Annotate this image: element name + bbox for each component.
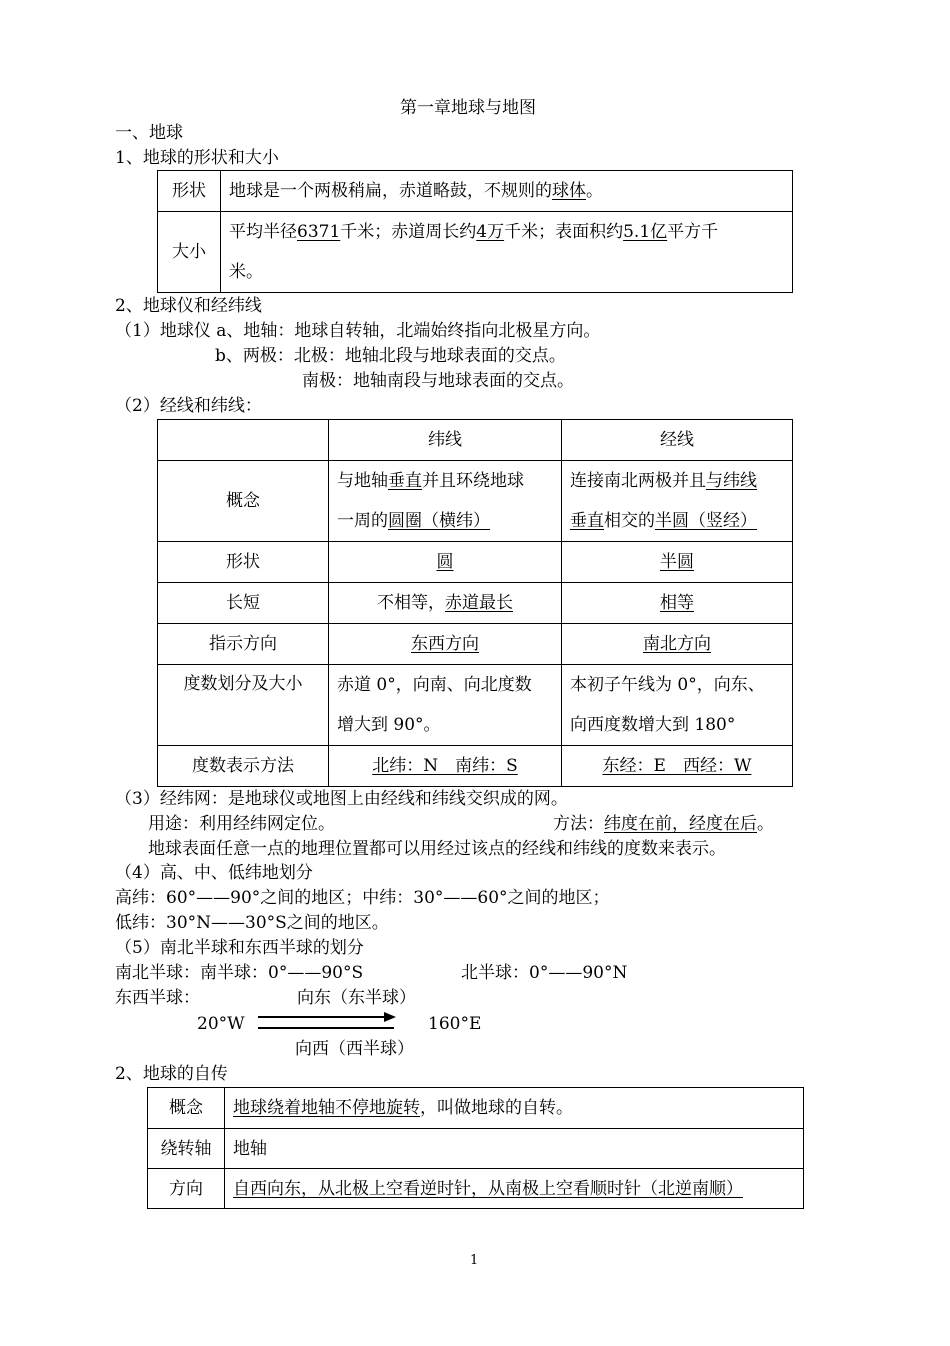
lon-concept: 连接南北两极并且与纬线 垂直相交的半圆（竖经） (562, 461, 793, 542)
row-label: 概念 (158, 461, 329, 542)
page-title: 第一章地球与地图 (400, 98, 536, 118)
grid-line: 地球表面任意一点的地理位置都可以用经过该点的经线和纬线的度数来表示。 (148, 839, 726, 859)
lat-length: 不相等，赤道最长 (329, 583, 562, 624)
lat-shape: 圆 (329, 542, 562, 583)
west-arrow-line (258, 1027, 394, 1029)
row-label: 度数划分及大小 (158, 665, 329, 746)
hemi-ew-label: 东西半球： (115, 988, 200, 1008)
hemi-heading: （5）南北半球和东西半球的划分 (115, 938, 364, 958)
hemi-ns-south: 南北半球：南半球：0°——90°S (115, 963, 364, 983)
header-longitude: 经线 (562, 420, 793, 461)
lon-degrees: 本初子午线为 0°，向东、 向西度数增大到 180° (562, 665, 793, 746)
lon-direction: 南北方向 (562, 624, 793, 665)
rotation-table (147, 1087, 804, 1209)
shape-text: 地球是一个两极稍扁，赤道略鼓，不规则的球体。 (221, 171, 793, 212)
zones-heading: （4）高、中、低纬地划分 (115, 863, 313, 883)
latlon-heading: （2）经线和纬线： (115, 396, 262, 416)
row-label: 概念 (148, 1088, 225, 1129)
subsection-heading: 1、地球的形状和大小 (115, 148, 279, 168)
subsection-heading: 2、地球仪和经纬线 (115, 296, 262, 316)
latlon-table (157, 419, 793, 787)
hemi-left-degree: 20°W (197, 1014, 245, 1034)
row-label: 形状 (158, 542, 329, 583)
east-arrow-line (258, 1016, 386, 1018)
subsection-heading: 2、地球的自传 (115, 1064, 228, 1084)
row-label: 方向 (148, 1169, 225, 1209)
page-number: 1 (470, 1253, 479, 1268)
size-label: 大小 (158, 212, 221, 293)
globe-line: 南极：地轴南段与地球表面的交点。 (302, 371, 574, 391)
section-heading: 一、地球 (115, 123, 183, 143)
globe-line: （1）地球仪 a、地轴：地球自转轴，北端始终指向北极星方向。 (115, 321, 601, 341)
grid-usage: 用途：利用经纬网定位。 (148, 814, 335, 834)
globe-line: b、两极：北极：地轴北段与地球表面的交点。 (215, 346, 566, 366)
row-label: 绕转轴 (148, 1129, 225, 1169)
zones-line: 低纬：30°N——30°S之间的地区。 (115, 913, 389, 933)
grid-method: 方法：纬度在前，经度在后。 (553, 814, 774, 834)
lat-notation: 北纬：N 南纬：S (329, 746, 562, 787)
lon-shape: 半圆 (562, 542, 793, 583)
grid-line: （3）经纬网：是地球仪或地图上由经线和纬线交织成的网。 (115, 789, 568, 809)
hemi-right-degree: 160°E (428, 1014, 482, 1034)
lon-notation: 东经：E 西经：W (562, 746, 793, 787)
hemi-east-label: 向东（东半球） (297, 988, 416, 1008)
row-label: 度数表示方法 (158, 746, 329, 787)
hemi-west-label: 向西（西半球） (295, 1039, 414, 1059)
table-cell (158, 420, 329, 461)
rotation-axis: 地轴 (225, 1129, 804, 1169)
lat-degrees: 赤道 0°，向南、向北度数 增大到 90°。 (329, 665, 562, 746)
size-text: 平均半径6371千米；赤道周长约4万千米；表面积约5.1亿平方千 米。 (221, 212, 793, 293)
lat-direction: 东西方向 (329, 624, 562, 665)
row-label: 指示方向 (158, 624, 329, 665)
hemi-ns-north: 北半球：0°——90°N (461, 963, 628, 983)
lon-length: 相等 (562, 583, 793, 624)
shape-label: 形状 (158, 171, 221, 212)
lat-concept: 与地轴垂直并且环绕地球 一周的圆圈（横纬） (329, 461, 562, 542)
arrow-right-icon (384, 1012, 396, 1022)
row-label: 长短 (158, 583, 329, 624)
zones-line: 高纬：60°——90°之间的地区；中纬：30°——60°之间的地区； (115, 888, 610, 908)
rotation-concept: 地球绕着地轴不停地旋转，叫做地球的自转。 (225, 1088, 804, 1129)
shape-size-table (157, 170, 793, 293)
header-latitude: 纬线 (329, 420, 562, 461)
rotation-direction: 自西向东，从北极上空看逆时针，从南极上空看顺时针（北逆南顺） (225, 1169, 804, 1209)
